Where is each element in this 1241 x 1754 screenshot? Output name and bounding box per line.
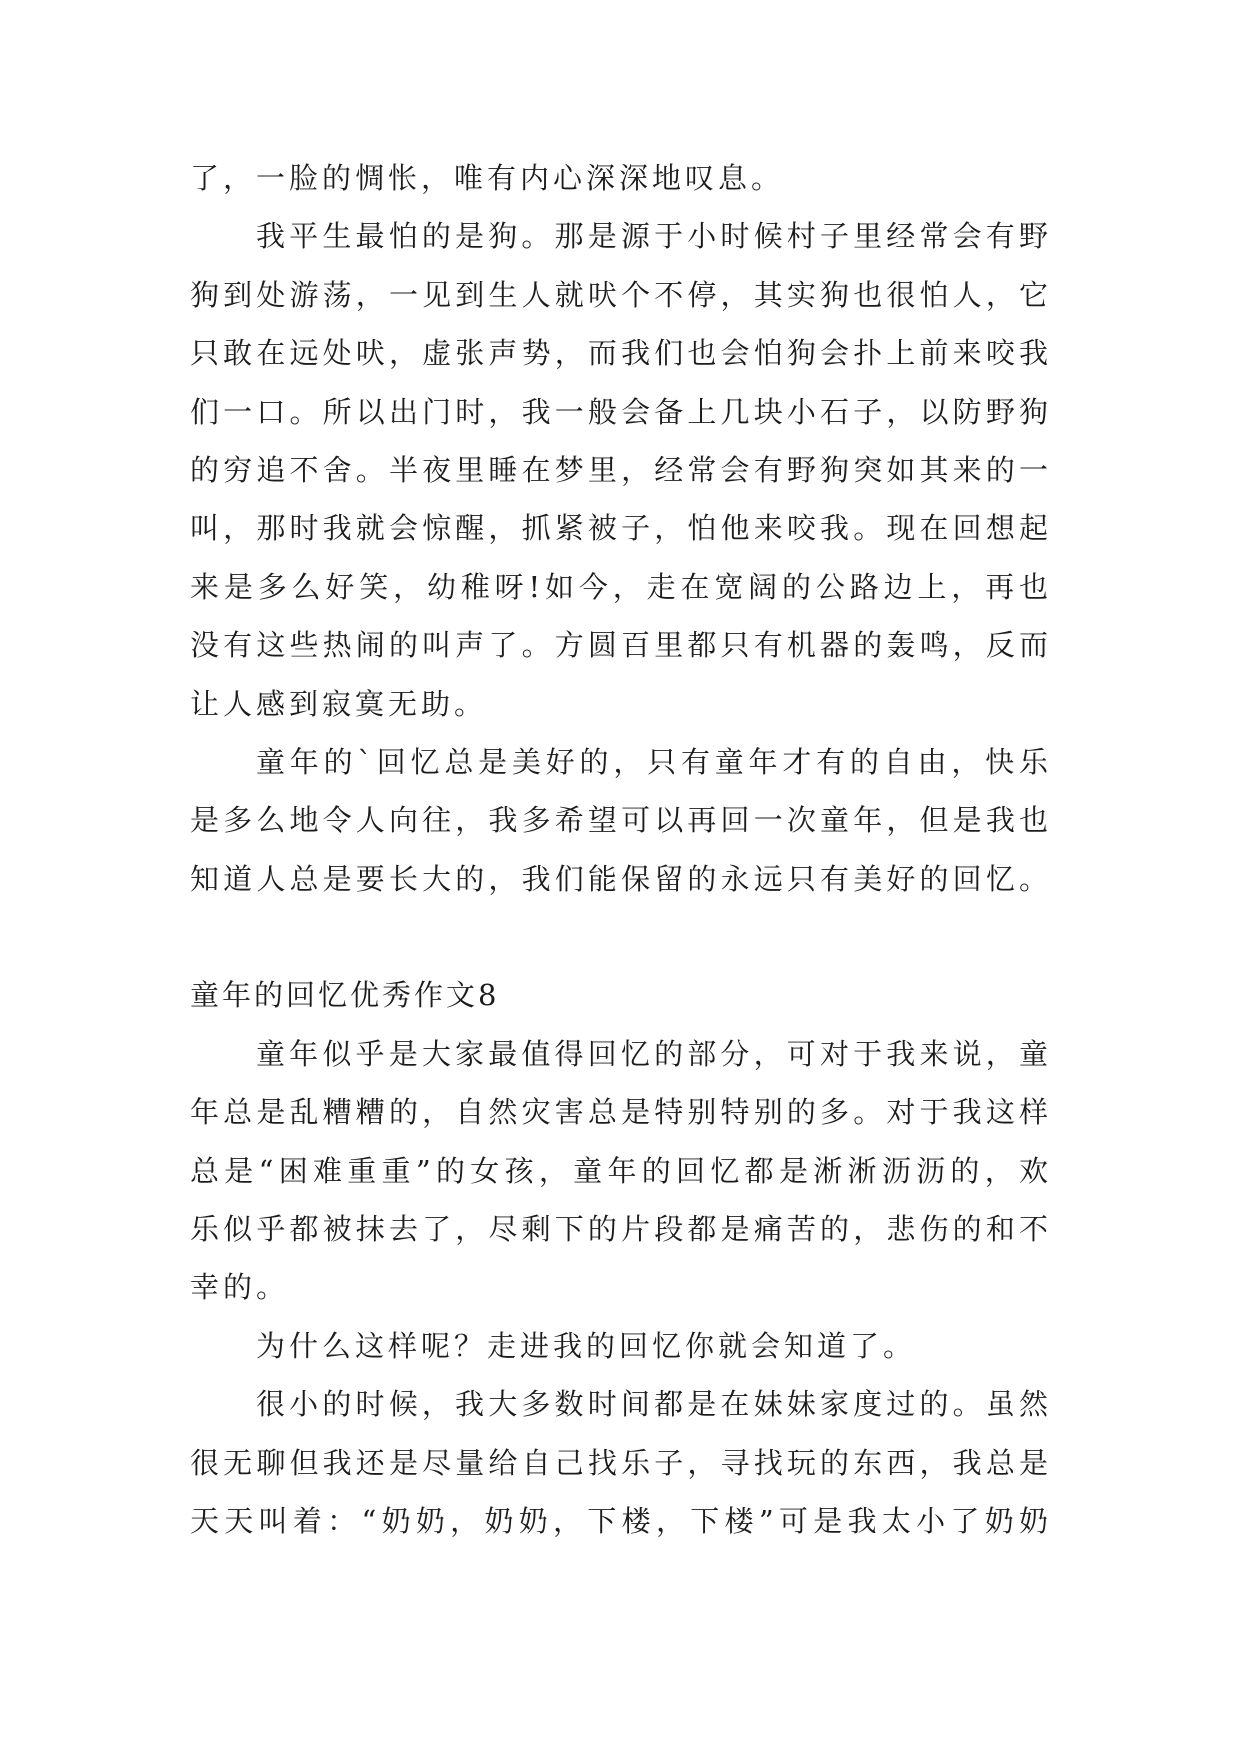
text-line: 知道人总是要长大的，我们能保留的永远只有美好的回忆。 [190, 861, 1051, 896]
text-line: 叫，那时我就会惊醒，抓紧被子，怕他来咬我。现在回想起 [190, 511, 1051, 546]
paragraph [190, 733, 1241, 908]
text-line: 天天叫着：“奶奶，奶奶，下楼，下楼”可是我太小了奶奶 [190, 1503, 1051, 1538]
section [190, 149, 1241, 908]
paragraph [190, 1317, 1241, 1375]
text-line: 乐似乎都被抹去了，尽剩下的片段都是痛苦的，悲伤的和不 [190, 1212, 1051, 1247]
text-line: 年总是乱糟糟的，自然灾害总是特别特别的多。对于我这样 [190, 1095, 1051, 1130]
text-line: 的穷追不舍。半夜里睡在梦里，经常会有野狗突如其来的一 [190, 452, 1051, 487]
text-line: 为什么这样呢？走进我的回忆你就会知道了。 [256, 1328, 917, 1363]
text-line: 们一口。所以出门时，我一般会备上几块小石子，以防野狗 [190, 394, 1051, 429]
text-line: 只敢在远处吠，虚张声势，而我们也会怕狗会扑上前来咬我 [190, 336, 1051, 371]
text-line: 童年似乎是大家最值得回忆的部分，可对于我来说，童 [256, 1036, 1051, 1071]
text-line: 狗到处游荡，一见到生人就吠个不停，其实狗也很怕人，它 [190, 277, 1051, 312]
text-line: 很无聊但我还是尽量给自己找乐子，寻找玩的东西，我总是 [190, 1445, 1051, 1480]
text-line: 没有这些热闹的叫声了。方圆百里都只有机器的轰鸣，反而 [190, 628, 1051, 663]
text-line: 来是多么好笑，幼稚呀!如今，走在宽阔的公路边上，再也 [190, 569, 1051, 604]
text-line: 让人感到寂寞无助。 [190, 686, 488, 721]
text-line: 童年的`回忆总是美好的，只有童年才有的自由，快乐 [256, 744, 1051, 779]
blank-line [190, 908, 1241, 966]
paragraph [190, 1025, 1241, 1317]
paragraph [190, 207, 1241, 733]
text-line: 很小的时候，我大多数时间都是在妹妹家度过的。虽然 [256, 1387, 1051, 1422]
paragraph [190, 149, 1241, 207]
section-heading: 童年的回忆优秀作文8 [190, 978, 500, 1013]
paragraph [190, 1375, 1241, 1550]
text-line: 我平生最怕的是狗。那是源于小时候村子里经常会有野 [256, 219, 1051, 254]
text-line: 是多么地令人向往，我多希望可以再回一次童年，但是我也 [190, 803, 1051, 838]
section [190, 966, 1241, 1550]
text-line: 幸的。 [190, 1270, 290, 1305]
text-line: 总是“困难重重”的女孩，童年的回忆都是淅淅沥沥的，欢 [190, 1153, 1051, 1188]
text-line: 了，一脸的惆怅，唯有内心深深地叹息。 [190, 161, 785, 195]
